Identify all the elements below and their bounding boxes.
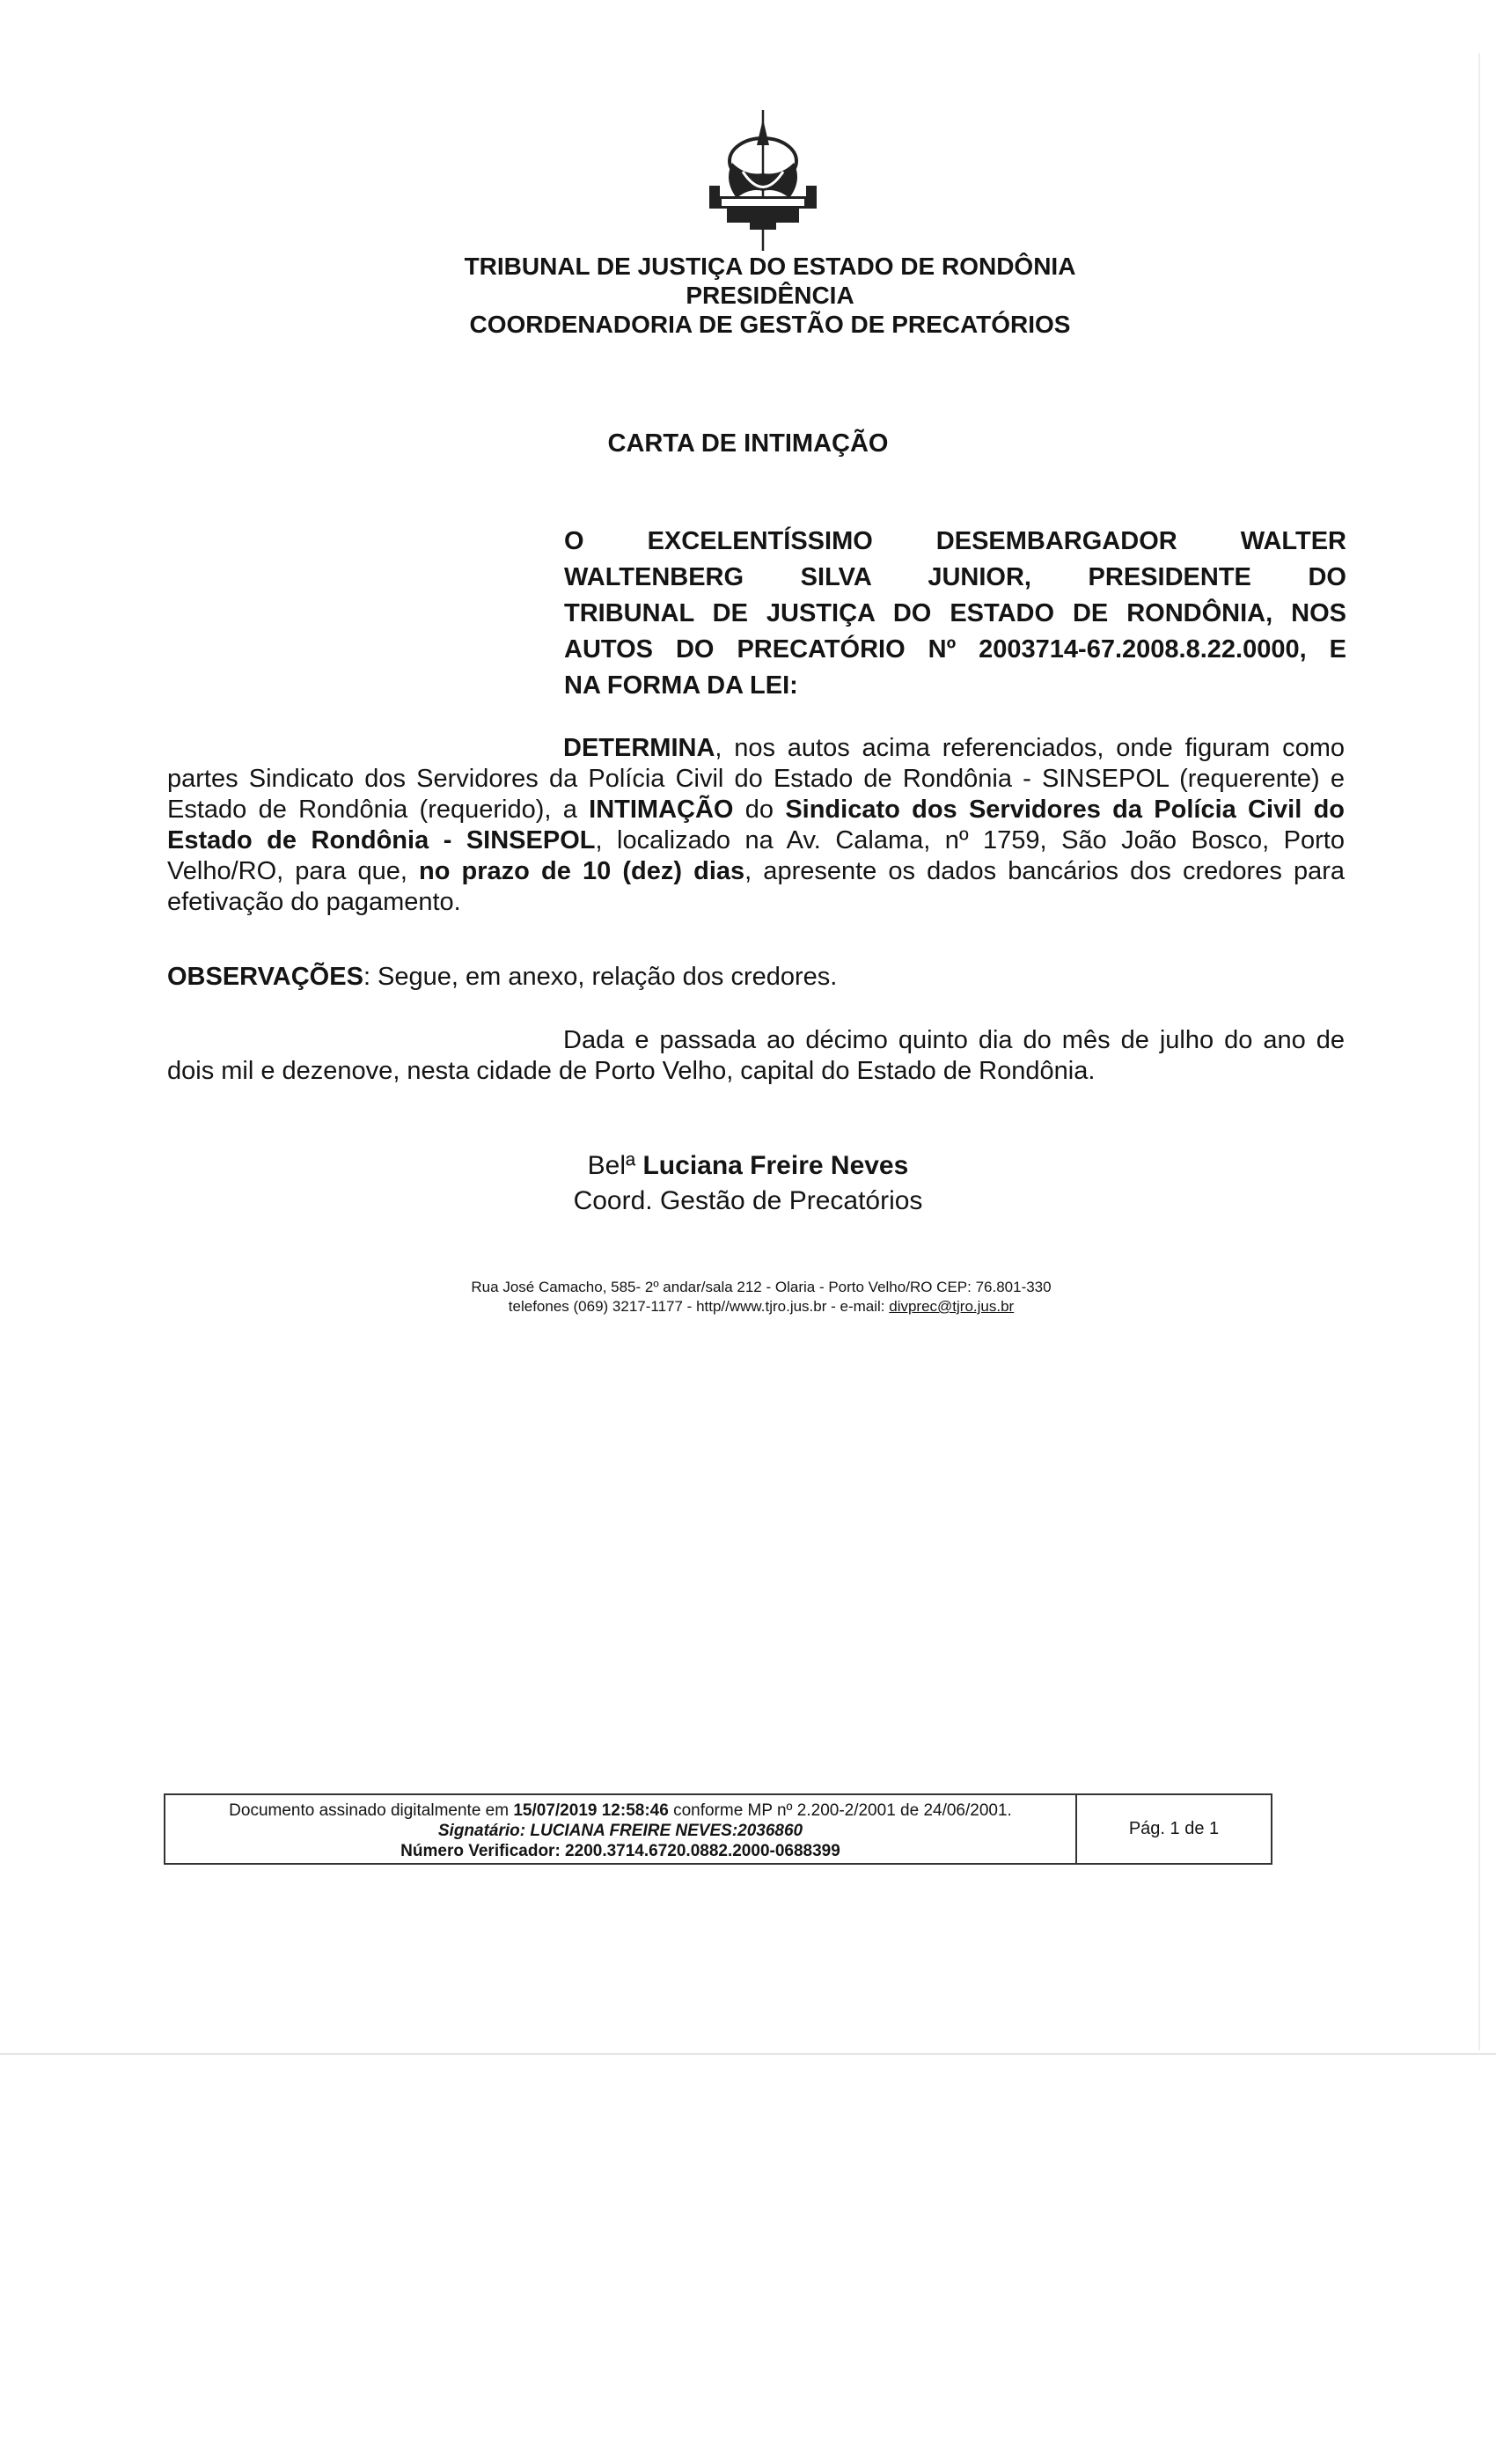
- page-number: Pág. 1 de 1: [1128, 1819, 1220, 1838]
- intimacao-label: INTIMAÇÃO: [589, 796, 734, 824]
- contact-line: [352, 1297, 1170, 1316]
- preamble: [564, 524, 1346, 704]
- stamp-verifier: Número Verificador: 2200.3714.6720.0882.2000-0688399: [400, 1842, 840, 1860]
- determination-text: do: [733, 796, 786, 824]
- signatory-title: Belª: [587, 1151, 636, 1180]
- preamble-line: AUTOS DO PRECATÓRIO Nº 2003714-67.2008.8.22.0000, E: [564, 635, 1346, 664]
- court-department: COORDENADORIA DE GESTÃO DE PRECATÓRIOS: [469, 311, 1071, 338]
- preamble-line: O EXCELENTÍSSIMO DESEMBARGADOR WALTER: [564, 527, 1346, 555]
- scan-bottom-edge: [0, 2053, 1496, 2055]
- document-title: CARTA DE INTIMAÇÃO: [607, 429, 889, 458]
- court-name: TRIBUNAL DE JUSTIÇA DO ESTADO DE RONDÔNIA: [464, 253, 1076, 280]
- stamp-text: Documento assinado digitalmente em: [229, 1801, 514, 1820]
- signature-block: [528, 1148, 968, 1219]
- coat-of-arms-icon: [697, 110, 829, 251]
- determination-text: , nos autos acima referenciados, onde figuram como partes Sindicato dos Servidores da Polícia Civil do Estado de Rondônia - SINSEPOL (requerente) e Estado de Rondônia (requerido), a: [167, 734, 1345, 824]
- observations-label: OBSERVAÇÕES: [167, 963, 363, 991]
- contact-text: telefones (069) 3217-1177 - http//www.tjro.jus.br - e-mail:: [508, 1298, 890, 1315]
- stamp-signatory: Signatário: LUCIANA FREIRE NEVES:2036860: [437, 1822, 803, 1840]
- signatory-role: Coord. Gestão de Precatórios: [573, 1186, 923, 1215]
- preamble-line: NA FORMA DA LEI:: [564, 671, 798, 700]
- signatory-line: [528, 1148, 968, 1184]
- determination-text: , apresente os dados bancários dos credores para efetivação do pagamento.: [167, 857, 1345, 916]
- stamp-line: [165, 1800, 1075, 1821]
- observations-text: : Segue, em anexo, relação dos credores.: [363, 963, 838, 991]
- email-link[interactable]: divprec@tjro.jus.br: [889, 1298, 1015, 1315]
- closing-paragraph: Dada e passada ao décimo quinto dia do mês de julho do ano de dois mil e dezenove, nesta cidade de Porto Velho, capital do Estado de Rondônia.: [167, 1026, 1345, 1085]
- determina-label: DETERMINA: [563, 734, 715, 762]
- stamp-text: conforme MP nº 2.200-2/2001 de 24/06/2001.: [668, 1801, 1012, 1820]
- preamble-line: TRIBUNAL DE JUSTIÇA DO ESTADO DE RONDÔNIA, NOS: [564, 599, 1346, 627]
- deadline: no prazo de 10 (dez) dias: [419, 857, 745, 885]
- court-division: PRESIDÊNCIA: [686, 282, 854, 309]
- determination-text: , localizado na Av. Calama, nº 1759, São João Bosco, Porto Velho/RO, para que,: [167, 826, 1345, 885]
- signatory-name: Luciana Freire Neves: [642, 1151, 909, 1180]
- entity-name: Sindicato dos Servidores da Polícia Civil do Estado de Rondônia - SINSEPOL: [167, 796, 1346, 854]
- address-footer: [352, 1278, 1170, 1316]
- scan-right-edge: [1478, 53, 1480, 2050]
- address-line: Rua José Camacho, 585- 2º andar/sala 212 - Olaria - Porto Velho/RO CEP: 76.801-330: [471, 1279, 1052, 1295]
- digital-signature-stamp: [164, 1793, 1272, 1865]
- preamble-line: WALTENBERG SILVA JUNIOR, PRESIDENTE DO: [564, 563, 1346, 591]
- stamp-date: 15/07/2019 12:58:46: [513, 1801, 669, 1820]
- stamp-details: [165, 1795, 1077, 1863]
- determination-paragraph: [167, 733, 1345, 918]
- observations-paragraph: [167, 962, 1345, 993]
